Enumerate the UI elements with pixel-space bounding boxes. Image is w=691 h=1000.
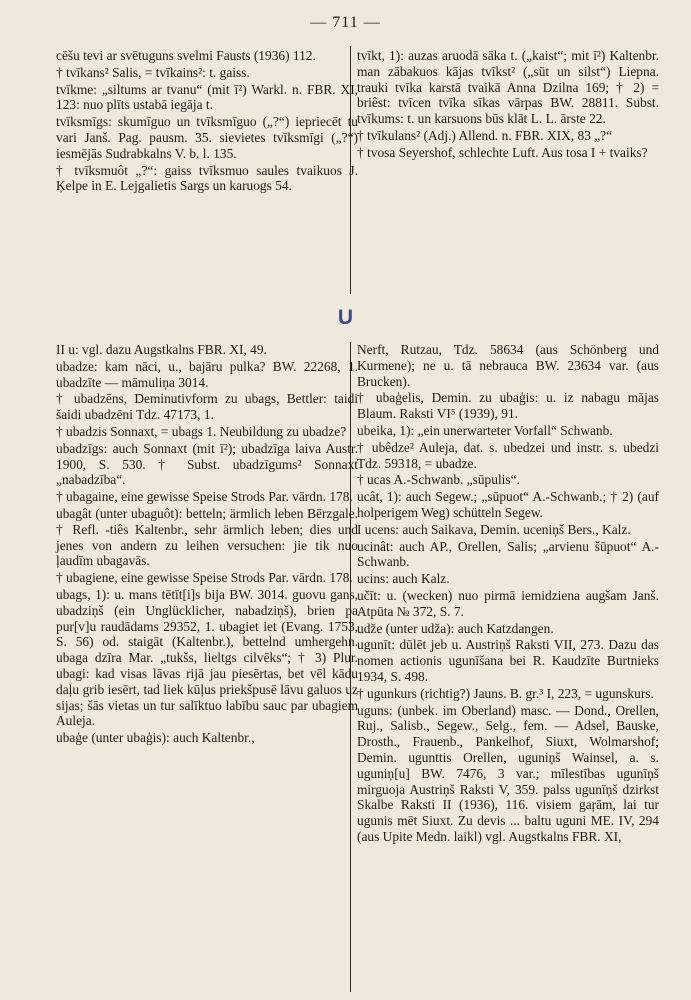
dictionary-entry: ucât, 1): auch Segew.; „sūpuot“ A.-Schwanb.; † 2) (auf holperigem Weg) schütteln Segew. <box>357 489 659 520</box>
dictionary-entry: tvīksmīgs: skumīguo un tvīksmīguo („?“) iepriecēt tu vari Janš. Pag. pausm. 35. sievietes tvīksmīgi („?“) iesmējās Sudrabkalns V. b. l. 135. <box>56 114 358 161</box>
dictionary-entry: ubagât (unter ubaguôt): betteln; ärmlich leben Bērzgale. † Refl. -tiês Kaltenbr., sehr ärmlich leben; dies und jenes von andern zu leihen versuchen: jie tik nuo ļaudīm ubagavās. <box>56 505 358 569</box>
top-right-column <box>357 48 659 162</box>
page-number: — 711 — <box>310 14 381 31</box>
dictionary-entry: ubeika, 1): „ein unerwarteter Vorfall“ Schwanb. <box>357 422 613 438</box>
dictionary-entry: I ucens: auch Saikava, Demin. uceniņš Bers., Kalz. <box>357 521 631 537</box>
dictionary-entry: † ugunkurs (richtig?) Jauns. B. gr.³ I, 223, = ugunskurs. <box>357 685 654 701</box>
dictionary-entry: † tvīkans² Salis, = tvīkains²: t. gaiss. <box>56 64 250 80</box>
dictionary-entry: ucinât: auch AP., Orellen, Salis; „arvienu šūpuot“ A.-Schwanb. <box>357 538 659 570</box>
dictionary-entry: † ubêdze² Auleja, dat. s. ubedzei und instr. s. ubedzi Tdz. 59318, = ubadze. <box>357 439 659 471</box>
dictionary-entry: † ubadzis Sonnaxt, = ubags 1. Neubildung zu ubadze? <box>56 423 347 439</box>
bottom-right-column <box>357 342 659 846</box>
dictionary-entry: ugunīt: dūlēt jeb u. Austriņš Raksti VII, 273. Dazu das nomen actionis ugunīšana bei R. Kaudzīte Burtnieks 1934, S. 498. <box>357 637 659 684</box>
dictionary-entry: † ubaģelis, Demin. zu ubaģis: u. iz nabagu mājas Blaum. Raksti VI⁵ (1939), 91. <box>357 390 659 422</box>
top-left-column <box>56 48 358 195</box>
dictionary-entry: udže (unter udža): auch Katzdangen. <box>357 620 554 636</box>
dictionary-entry: ubaģe (unter ubaģis): auch Kaltenbr., <box>56 730 255 746</box>
dictionary-entry: † ubadzēns, Deminutivform zu ubags, Bettler: taidi šaidi ubadzēni Tdz. 47173, 1. <box>56 391 358 423</box>
dictionary-entry: ucins: auch Kalz. <box>357 571 450 587</box>
section-letter: U <box>337 306 354 329</box>
dictionary-entry: † tvīkulans² (Adj.) Allend. n. FBR. XIX, 83 „?“ <box>357 127 613 143</box>
dictionary-entry: uguns: (unbek. im Oberland) masc. — Dond., Orellen, Ruj., Salisb., Segew., Selg., fem. — Adsel, Bauske, Drosth., Frauenb., Pankelhof, Siuxt, Wolmarshof; Demin. ugunttis Orellen, uguniņš Wainsel, a. s. uguniņ[u] BW. 7476, 3 var.; mīlestības ugunīņš mirguoja Austriņš Raksti V, 359. palss ugunīņš dzirkst Skalbe Raksti II (1936), 116. visiem gaŗām, lai tur ugunis mēt Siuxt. Zu devis ... baltu uguni ME. IV, 294 (aus Upite Medn. laikl) vgl. Augstkalns FBR. XI, <box>357 702 659 844</box>
dictionary-entry: † tvosa Seyershof, schlechte Luft. Aus tosa I + tvaiks? <box>357 144 648 160</box>
dictionary-entry: † ubagiene, eine gewisse Speise Strods Par. vārdn. 178. <box>56 570 353 586</box>
dictionary-entry: † ucas A.-Schwanb. „sūpulis“. <box>357 472 520 488</box>
dictionary-entry: † ubagaine, eine gewisse Speise Strods Par. vārdn. 178. <box>56 489 353 505</box>
dictionary-entry: tvīkme: „siltums ar tvanu“ (mit ī²) Warkl. n. FBR. XI, 123: nuo plīts ustabā iegāja t. <box>56 81 358 113</box>
dictionary-entry: Nerft, Rutzau, Tdz. 58634 (aus Schönberg und Kurmene); ne u. tā nebrauca BW. 23634 var. (aus Brucken). <box>357 342 659 389</box>
bottom-left-column <box>56 342 358 747</box>
dictionary-entry: cēšu tevi ar svētuguns svelmi Fausts (1936) 112. <box>56 48 316 63</box>
dictionary-entry: ubadzīgs: auch Sonnaxt (mit ī²); ubadzīga laiva Austr. 1900, S. 530. † Subst. ubadzīgums² Sonnaxt „nabadzība“. <box>56 440 358 488</box>
dictionary-entry: ubadze: kam nāci, u., bajāru pulka? BW. 22268, 1. ubadzīte — māmuliņa 3014. <box>56 358 358 390</box>
dictionary-entry: † tvīksmuôt „?“: gaiss tvīksmuo saules tvaikuos J. Ķelpe in E. Lejgalietis Sargs un karuogs 54. <box>56 162 358 194</box>
dictionary-entry: II u: vgl. dazu Augstkalns FBR. XI, 49. <box>56 342 267 357</box>
dictionary-entry: ubags, 1): u. mans tētīt[i]s bija BW. 3014. guovu gans, ubadziņš (ein Unglücklicher, nabadziņš), brien pa pur[v]u raudādams 29352, 1. ubagiet iet (Evang. 1753, S. 56) od. staigāt (Kaltenbr.), bettelnd umhergehn. ubaga dzīra Mar. „tukšs, lieltgs cilvēks“; † 3) Plur. ubagi: kad visas lāvas rijā jau piesērtas, bet vēl kādu daļu grib iesērt, tad liek kūļus priekšpusē lāvu galuos uz sijas; šās vietas un tur salīktuo labību sauc par ubagiem Auleja. <box>56 586 358 729</box>
dictionary-entry: tvīkt, 1): auzas aruodā sāka t. („kaist“; mit ī²) Kaltenbr. man zābakuos kājas tvīkst² („sūt un silst“) Liepna. trauki tvīka karstā tvaikā Anna Dzilna 169; † 2) = briêst: tvīcen tvīka sīkas vārpas BW. 28811. Subst. tvīkums: t. un karsuons būs klāt L. L. ārste 22. <box>357 48 659 127</box>
dictionary-entry: učīt: u. (wecken) nuo pirmā iemidziena augšam Janš. Atpūta № 372, S. 7. <box>357 587 659 619</box>
